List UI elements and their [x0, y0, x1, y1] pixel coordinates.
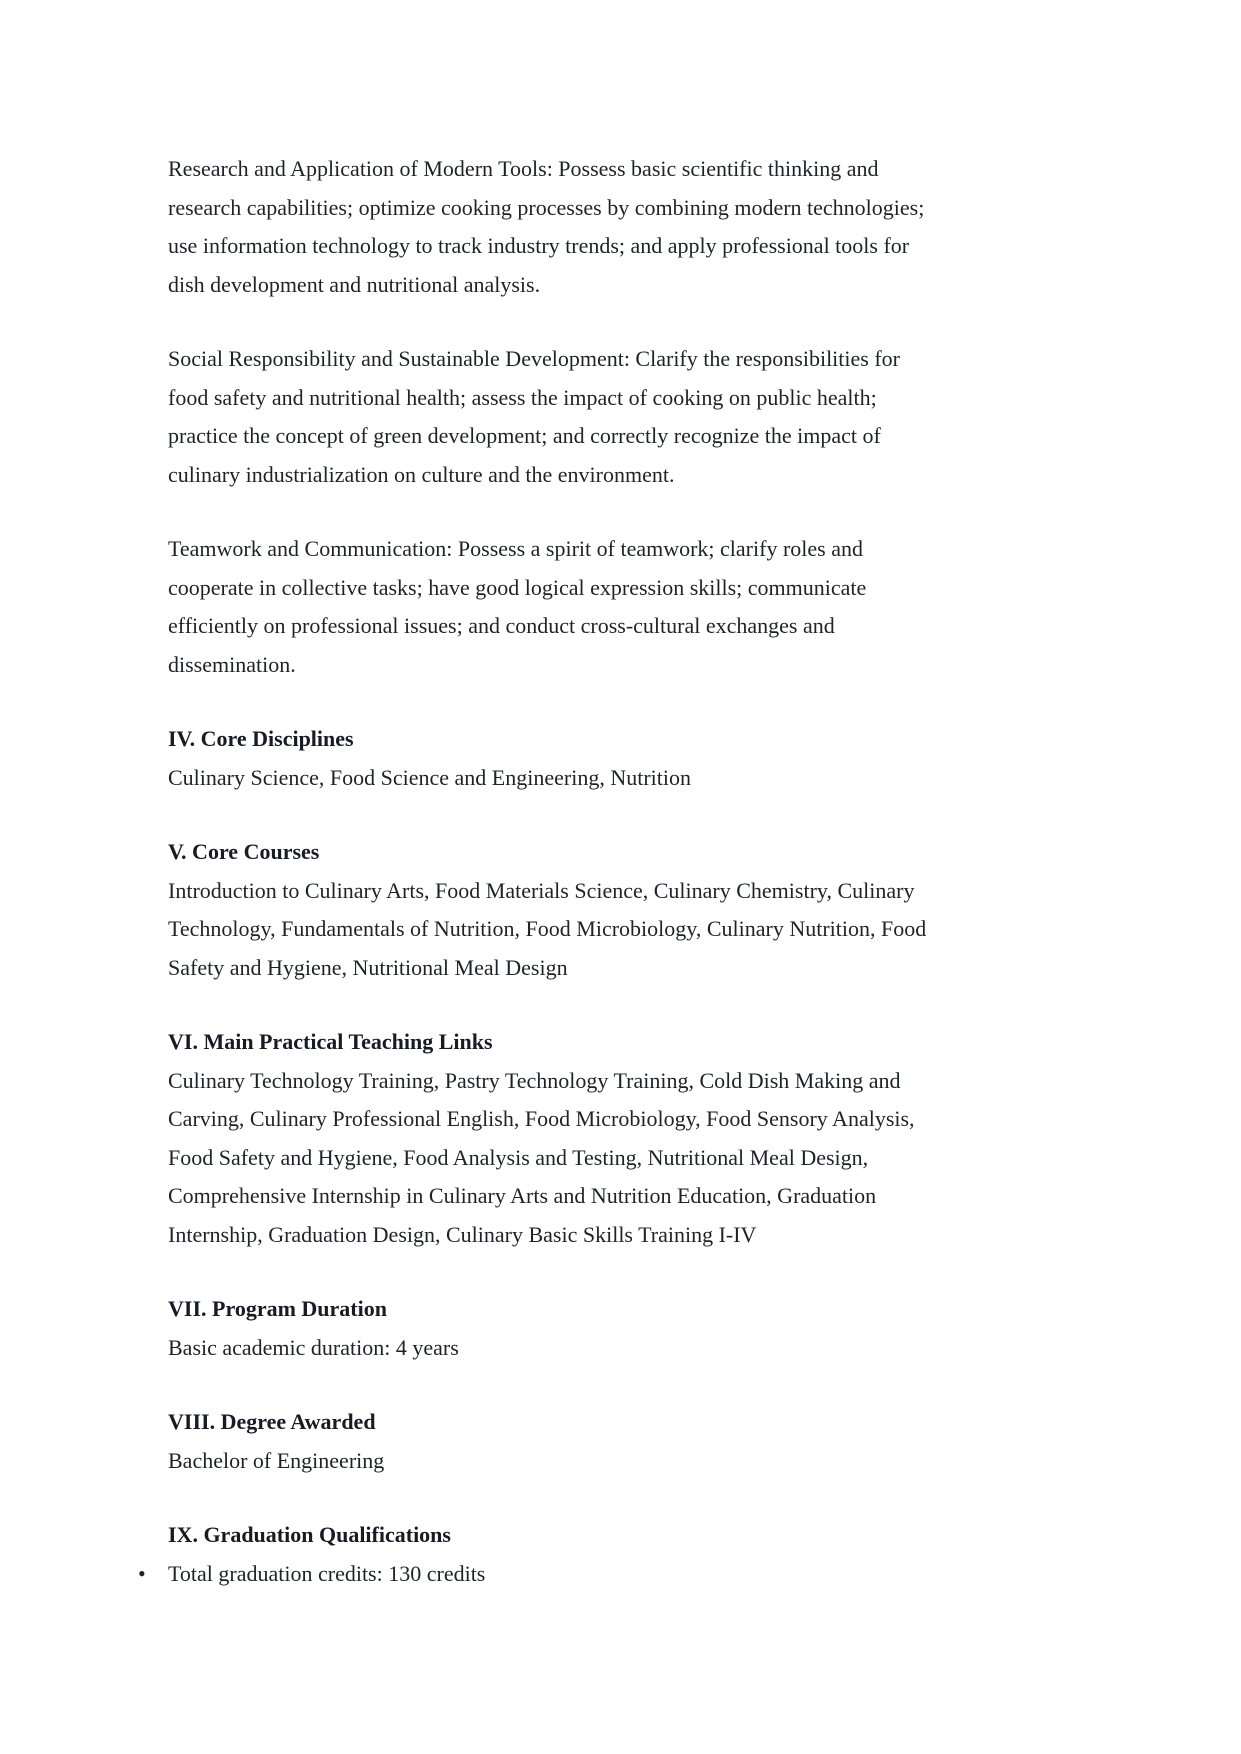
- para-teamwork-communication: Teamwork and Communication: Possess a spirit of teamwork; clarify roles and cooperate in collective tasks; have good logical expression skills; communicate efficiently on professional issues; and conduct cross-cultural exchanges and dissemination.: [168, 536, 867, 677]
- body-degree-awarded: Bachelor of Engineering: [168, 1447, 385, 1473]
- bullet-total-graduation-credits-label: Total graduation credits: 130 credits: [168, 1560, 486, 1586]
- body-main-practical-teaching-links: Culinary Technology Training, Pastry Technology Training, Cold Dish Making and Carving, Culinary Professional English, Food Microbiology, Food Sensory Analysis, Food Safety and Hygiene, Food Analysis and Testing, Nutritional Meal Design, Comprehensive Internship in Culinary Arts and Nutrition Education, Graduation Internship, Graduation Design, Culinary Basic Skills Training I-IV: [168, 1067, 915, 1247]
- heading-core-courses: V. Core Courses: [168, 839, 320, 864]
- list-bullet-icon: •: [138, 1560, 146, 1586]
- heading-graduation-qualifications: IX. Graduation Qualifications: [168, 1522, 451, 1547]
- document-content: [138, 150, 940, 1593]
- body-core-courses: Introduction to Culinary Arts, Food Materials Science, Culinary Chemistry, Culinary Technology, Fundamentals of Nutrition, Food Microbiology, Culinary Nutrition, Food Safety and Hygiene, Nutritional Meal Design: [168, 877, 927, 980]
- heading-program-duration: VII. Program Duration: [168, 1296, 387, 1321]
- heading-degree-awarded: VIII. Degree Awarded: [168, 1409, 376, 1434]
- bullet-total-graduation-credits: [138, 1555, 940, 1594]
- body-program-duration: Basic academic duration: 4 years: [168, 1334, 459, 1360]
- heading-main-practical-teaching-links: VI. Main Practical Teaching Links: [168, 1029, 493, 1054]
- heading-core-disciplines: IV. Core Disciplines: [168, 726, 354, 751]
- body-core-disciplines: Culinary Science, Food Science and Engineering, Nutrition: [168, 764, 691, 790]
- para-research-modern-tools: Research and Application of Modern Tools: Possess basic scientific thinking and research capabilities; optimize cooking processes by combining modern technologies; use information technology to track industry trends; and apply professional tools for dish development and nutritional analysis.: [168, 156, 925, 297]
- para-social-responsibility: Social Responsibility and Sustainable Development: Clarify the responsibilities for food safety and nutritional health; assess the impact of cooking on public health; practice the concept of green development; and correctly recognize the impact of culinary industrialization on culture and the environment.: [168, 346, 900, 487]
